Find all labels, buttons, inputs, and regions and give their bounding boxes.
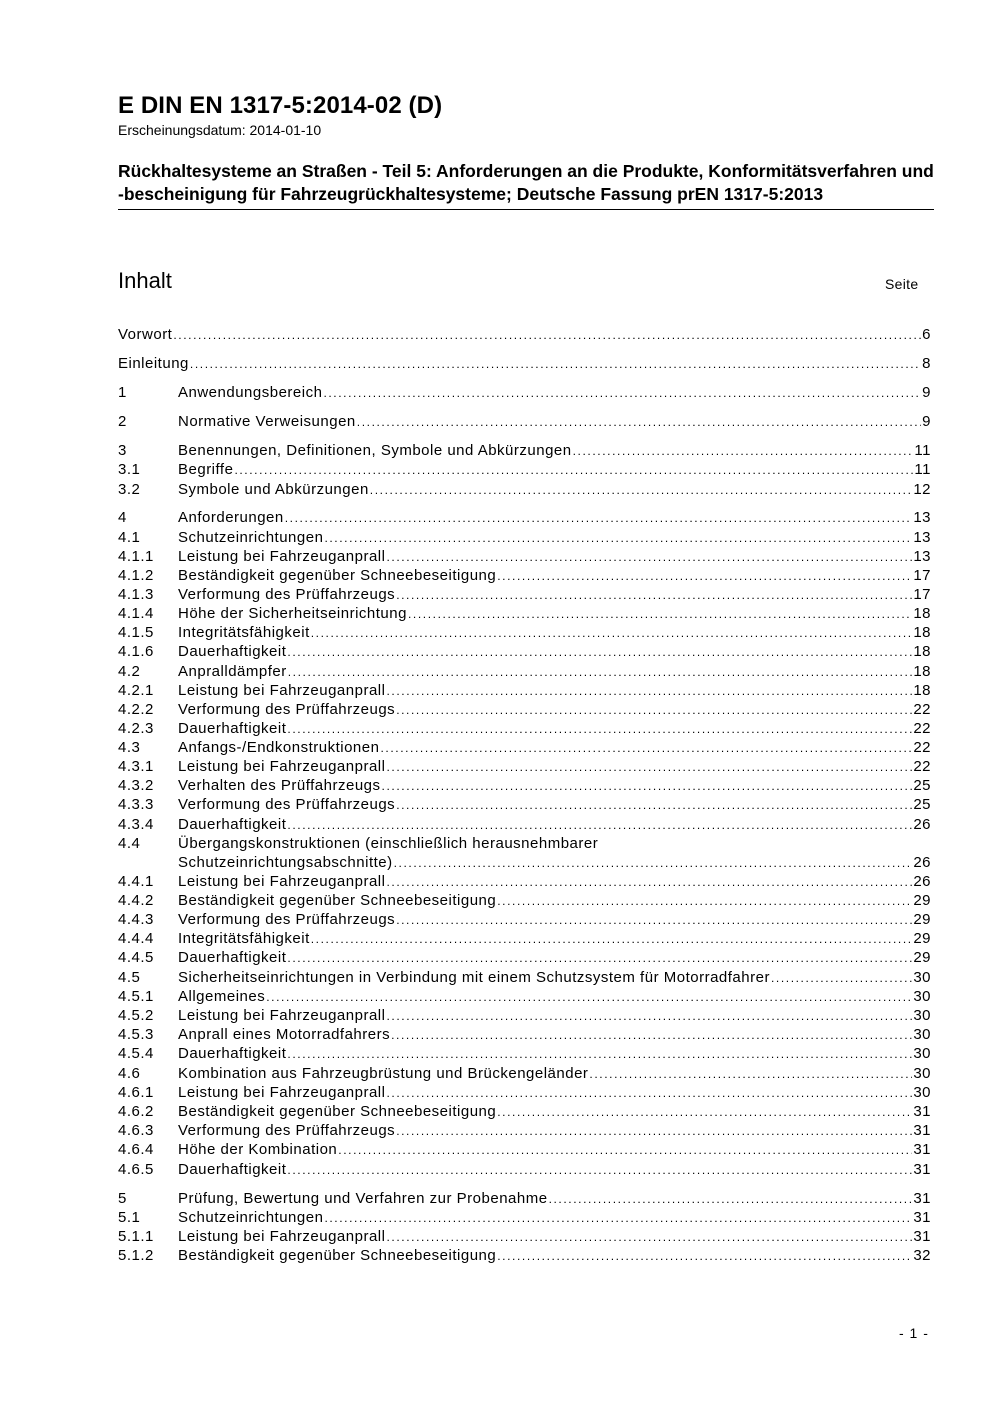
toc-entry[interactable] [118, 547, 931, 566]
toc-entry[interactable] [118, 1006, 931, 1025]
toc-entry[interactable] [118, 623, 931, 642]
toc-entry[interactable] [118, 776, 931, 795]
toc-entry-line [178, 948, 931, 968]
toc-entry[interactable] [118, 795, 931, 814]
toc-entry-line [178, 738, 931, 758]
toc-entry-page: 31 [913, 1190, 931, 1207]
toc-entry-title: Begriffe [178, 461, 234, 478]
toc-entry-title: Beständigkeit gegenüber Schneebeseitigung [178, 892, 497, 909]
toc-entry-number: 4.3 [118, 739, 141, 756]
toc-entry-line [118, 325, 931, 345]
page-number: - 1 - [899, 1325, 929, 1341]
toc-entry[interactable] [118, 480, 931, 499]
toc-entry-line [178, 1006, 931, 1026]
toc-entry-page: 22 [913, 758, 931, 775]
toc-entry-number: 3.1 [118, 461, 141, 478]
toc-dot-leader [382, 777, 913, 796]
toc-entry-title: Anforderungen [178, 509, 284, 526]
toc-entry-number: 3 [118, 442, 127, 459]
toc-heading: Inhalt [118, 268, 172, 293]
toc-entry-page: 30 [913, 1084, 931, 1101]
toc-entry-number: 1 [118, 384, 127, 401]
toc-entry-number: 5.1.1 [118, 1228, 154, 1245]
toc-entry-title: Beständigkeit gegenüber Schneebeseitigung [178, 1103, 497, 1120]
toc-entry-page: 11 [914, 461, 931, 478]
toc-dot-leader [234, 461, 913, 480]
toc-entry-line [178, 460, 931, 480]
toc-entry[interactable] [118, 1189, 931, 1208]
toc-entry-page: 31 [913, 1103, 931, 1120]
toc-entry-page: 13 [913, 548, 931, 565]
toc-entry-page: 6 [922, 326, 931, 343]
toc-entry-line [178, 1227, 931, 1247]
toc-entry-title: Verformung des Prüffahrzeugs [178, 911, 396, 928]
toc-entry[interactable] [118, 441, 931, 460]
toc-entry-number: 4.2.1 [118, 682, 154, 699]
toc-entry-line [178, 1208, 931, 1228]
toc-entry-number: 4.6.1 [118, 1084, 154, 1101]
toc-dot-leader [549, 1190, 913, 1209]
toc-entry-number: 4.6.2 [118, 1103, 154, 1120]
document-id: E DIN EN 1317-5:2014-02 (D) [118, 92, 443, 119]
toc-entry-number: 4.3.4 [118, 816, 154, 833]
toc-entry-number: 4.1.4 [118, 605, 154, 622]
toc-entry[interactable] [118, 1227, 931, 1246]
toc-dot-leader [386, 1228, 912, 1247]
toc-entry-number: 4.2.3 [118, 720, 154, 737]
toc-dot-leader [396, 586, 912, 605]
toc-entry-line [178, 604, 931, 624]
toc-entry-number: 4.4.5 [118, 949, 154, 966]
toc-entry-line [178, 700, 931, 720]
toc-entry[interactable] [118, 1025, 931, 1044]
toc-entry-page: 26 [913, 816, 931, 833]
toc-entry[interactable] [118, 834, 931, 872]
toc-dot-leader [408, 605, 912, 624]
toc-entry-line [178, 547, 931, 567]
toc-entry-number: 4.1.2 [118, 567, 154, 584]
toc-entry-line [178, 1246, 931, 1266]
toc-entry-title: Dauerhaftigkeit [178, 949, 287, 966]
toc-entry-number: 4.2.2 [118, 701, 154, 718]
toc-dot-leader [771, 969, 912, 988]
toc-entry-number: 5 [118, 1190, 127, 1207]
toc-entry[interactable] [118, 642, 931, 661]
toc-entry-line [178, 412, 931, 432]
toc-entry[interactable] [118, 1102, 931, 1121]
toc-entry-number: 4.1 [118, 529, 141, 546]
toc-entry-page: 26 [913, 854, 931, 871]
toc-entry-title: Schutzeinrichtungen [178, 529, 324, 546]
toc-entry[interactable] [118, 1160, 931, 1179]
toc-entry[interactable] [118, 566, 931, 585]
toc-entry-title: Schutzeinrichtungsabschnitte) [178, 854, 393, 871]
toc-entry-title: Leistung bei Fahrzeuganprall [178, 1228, 386, 1245]
toc-entry[interactable] [118, 412, 931, 431]
toc-entry[interactable] [118, 460, 931, 479]
toc-entry-line [178, 815, 931, 835]
toc-entry[interactable] [118, 604, 931, 623]
toc-entry[interactable] [118, 929, 931, 948]
toc-entry-number: 4 [118, 509, 127, 526]
toc-entry-title: Verformung des Prüffahrzeugs [178, 1122, 396, 1139]
toc-dot-leader [287, 816, 912, 835]
toc-entry-line [178, 929, 931, 949]
toc-dot-leader [311, 624, 913, 643]
toc-entry-line [178, 1160, 931, 1180]
toc-dot-leader [386, 682, 912, 701]
toc-entry-number: 4.1.3 [118, 586, 154, 603]
toc-entry-page: 18 [913, 624, 931, 641]
toc-entry-number: 2 [118, 413, 127, 430]
toc-entry-line [178, 585, 931, 605]
toc-entry-title: Höhe der Kombination [178, 1141, 338, 1158]
toc-entry-title: Sicherheitseinrichtungen in Verbindung mit einem Schutzsystem für Motorradfahrer [178, 969, 770, 986]
toc-entry-title: Leistung bei Fahrzeuganprall [178, 548, 386, 565]
toc-entry-page: 17 [913, 586, 931, 603]
toc-entry-line [178, 528, 931, 548]
toc-entry-line [178, 441, 931, 461]
toc-entry-page: 29 [913, 892, 931, 909]
toc-entry-title: Leistung bei Fahrzeuganprall [178, 758, 386, 775]
toc-entry-title: Anwendungsbereich [178, 384, 323, 401]
toc-dot-leader [173, 326, 921, 345]
toc-entry-title: Verformung des Prüffahrzeugs [178, 701, 396, 718]
toc-entry-page: 29 [913, 930, 931, 947]
toc-dot-leader [396, 1122, 912, 1141]
toc-entry-page: 30 [913, 1065, 931, 1082]
toc-entry-page: 18 [913, 643, 931, 660]
toc-entry-title: Dauerhaftigkeit [178, 1045, 287, 1062]
toc-entry[interactable] [118, 1044, 931, 1063]
toc-entry[interactable] [118, 1083, 931, 1102]
toc-entry-page: 11 [914, 442, 931, 459]
toc-dot-leader [324, 1209, 912, 1228]
toc-entry-page: 25 [913, 777, 931, 794]
toc-entry-title: Höhe der Sicherheitseinrichtung [178, 605, 407, 622]
toc-entry-title: Beständigkeit gegenüber Schneebeseitigung [178, 1247, 497, 1264]
toc-entry-title: Verhalten des Prüffahrzeugs [178, 777, 381, 794]
toc-entry-page: 31 [913, 1122, 931, 1139]
toc-entry-line [178, 383, 931, 403]
toc-entry-line [178, 1102, 931, 1122]
toc-entry-line [178, 910, 931, 930]
toc-entry-line [178, 480, 931, 500]
toc-entry[interactable] [118, 1246, 931, 1265]
toc-entry-page: 31 [913, 1228, 931, 1245]
toc-entry-line [178, 719, 931, 739]
toc-entry-page: 30 [913, 1007, 931, 1024]
toc-entry-title: Allgemeines [178, 988, 266, 1005]
toc-entry[interactable] [118, 872, 931, 891]
toc-entry-number: 4.5 [118, 969, 141, 986]
toc-entry[interactable] [118, 585, 931, 604]
toc-entry-title: Leistung bei Fahrzeuganprall [178, 682, 386, 699]
toc-entry-title: Schutzeinrichtungen [178, 1209, 324, 1226]
toc-entry[interactable] [118, 815, 931, 834]
toc-dot-leader [323, 384, 921, 403]
toc-entry[interactable] [118, 662, 931, 681]
toc-entry[interactable] [118, 948, 931, 967]
toc-entry[interactable] [118, 1121, 931, 1140]
toc-entry-page: 13 [913, 529, 931, 546]
toc-entry-title: Normative Verweisungen [178, 413, 356, 430]
toc-entry-title: Beständigkeit gegenüber Schneebeseitigung [178, 567, 497, 584]
toc-entry-number: 4.1.1 [118, 548, 154, 565]
toc-entry-page: 31 [913, 1141, 931, 1158]
toc-dot-leader [370, 481, 913, 500]
toc-entry-page: 22 [913, 739, 931, 756]
toc-entry-line [178, 1083, 931, 1103]
toc-entry-line [178, 1044, 931, 1064]
toc-entry-page: 9 [922, 413, 931, 430]
toc-dot-leader [190, 355, 921, 374]
toc-entry-page: 8 [922, 355, 931, 372]
toc-entry-title: Dauerhaftigkeit [178, 720, 287, 737]
toc-entry[interactable] [118, 700, 931, 719]
toc-entry-title: Verformung des Prüffahrzeugs [178, 586, 396, 603]
toc-entry-page: 31 [913, 1161, 931, 1178]
toc-entry-number: 4.1.5 [118, 624, 154, 641]
toc-entry-line [178, 968, 931, 988]
toc-entry-number: 4.5.4 [118, 1045, 154, 1062]
toc-entry[interactable] [118, 757, 931, 776]
toc-entry-line [178, 776, 931, 796]
toc-entry-number: 4.6.4 [118, 1141, 154, 1158]
toc-dot-leader [287, 949, 912, 968]
toc-entry-title: Integritätsfähigkeit [178, 930, 310, 947]
toc-dot-leader [573, 442, 914, 461]
toc-entry-title: Leistung bei Fahrzeuganprall [178, 873, 386, 890]
toc-entry-line [178, 623, 931, 643]
toc-entry[interactable] [118, 738, 931, 757]
toc-entry[interactable] [118, 354, 931, 373]
toc-entry[interactable] [118, 987, 931, 1006]
toc-entry-number: 3.2 [118, 481, 141, 498]
toc-entry-page: 30 [913, 1026, 931, 1043]
toc-entry-title: Dauerhaftigkeit [178, 816, 287, 833]
toc-entry-line [178, 1140, 931, 1160]
toc-entry-number: 4.3.3 [118, 796, 154, 813]
toc-entry-line [178, 987, 931, 1007]
toc-dot-leader [394, 854, 913, 873]
toc-entry-title: Einleitung [118, 355, 189, 372]
toc-entry-number: 4.4 [118, 835, 141, 852]
toc-entry[interactable] [118, 968, 931, 987]
toc-entry-number: 5.1 [118, 1209, 141, 1226]
toc-entry-number: 4.6 [118, 1065, 141, 1082]
toc-dot-leader [287, 720, 912, 739]
toc-entry-page: 9 [922, 384, 931, 401]
toc-entry[interactable] [118, 1140, 931, 1159]
toc-entry-title-line1: Übergangskonstruktionen (einschließlich herausnehmbarer [178, 835, 599, 852]
toc-entry-line [178, 1025, 931, 1045]
toc-entry-page: 12 [913, 481, 931, 498]
toc-entry-title: Leistung bei Fahrzeuganprall [178, 1084, 386, 1101]
toc-entry-title: Leistung bei Fahrzeuganprall [178, 1007, 386, 1024]
toc-dot-leader [357, 413, 921, 432]
document-title: Rückhaltesysteme an Straßen - Teil 5: Anforderungen an die Produkte, Konformitätsverfahren und -bescheinigung für Fahrzeugrückhaltesysteme; Deutsche Fassung prEN 1317-5:2013 [118, 160, 934, 210]
toc-entry-number: 4.6.3 [118, 1122, 154, 1139]
toc-dot-leader [287, 1045, 912, 1064]
toc-dot-leader [386, 758, 912, 777]
toc-dot-leader [497, 567, 912, 586]
toc-entry-number: 4.3.1 [118, 758, 154, 775]
toc-entry[interactable] [118, 681, 931, 700]
toc-entry-number: 4.4.3 [118, 911, 154, 928]
toc-entry-page: 22 [913, 701, 931, 718]
toc-entry-line [178, 872, 931, 892]
toc-entry-page: 13 [913, 509, 931, 526]
toc-entry-line [178, 891, 931, 911]
toc-entry-page: 18 [913, 605, 931, 622]
toc-entry-line [178, 662, 931, 682]
toc-entry-line [178, 681, 931, 701]
toc-entry[interactable] [118, 891, 931, 910]
toc-entry-number: 4.3.2 [118, 777, 154, 794]
toc-entry-page: 18 [913, 682, 931, 699]
toc-dot-leader [497, 892, 912, 911]
toc-entry-page: 17 [913, 567, 931, 584]
toc-entry-number: 4.1.6 [118, 643, 154, 660]
toc-dot-leader [391, 1026, 912, 1045]
toc-dot-leader [396, 911, 912, 930]
toc-entry-title: Dauerhaftigkeit [178, 1161, 287, 1178]
toc-entry-line [178, 566, 931, 586]
toc-entry-line [178, 757, 931, 777]
toc-entry[interactable] [118, 528, 931, 547]
toc-entry-number: 4.5.2 [118, 1007, 154, 1024]
toc-entry[interactable] [118, 383, 931, 402]
toc-entry-number: 4.4.1 [118, 873, 154, 890]
toc-entry-line [178, 1121, 931, 1141]
toc-entry-page: 32 [913, 1247, 931, 1264]
toc-dot-leader [287, 1161, 912, 1180]
toc-entry[interactable] [118, 910, 931, 929]
toc-dot-leader [497, 1247, 912, 1266]
toc-dot-leader [396, 701, 912, 720]
toc-entry-page: 31 [913, 1209, 931, 1226]
toc-entry-page: 30 [913, 988, 931, 1005]
toc-entry-page: 30 [913, 1045, 931, 1062]
toc-dot-leader [396, 796, 912, 815]
toc-entry-line [178, 1064, 931, 1084]
toc-entry-page: 18 [913, 663, 931, 680]
toc-entry-page: 25 [913, 796, 931, 813]
toc-entry[interactable] [118, 508, 931, 527]
toc-entry-title: Anfangs-/Endkonstruktionen [178, 739, 380, 756]
toc-entry-number: 4.2 [118, 663, 141, 680]
toc-dot-leader [497, 1103, 912, 1122]
toc-entry[interactable] [118, 325, 931, 344]
toc-entry-number: 4.4.4 [118, 930, 154, 947]
toc-dot-leader [338, 1141, 912, 1160]
toc-dot-leader [386, 1084, 912, 1103]
publication-date: Erscheinungsdatum: 2014-01-10 [118, 122, 322, 138]
toc-entry-page: 29 [913, 911, 931, 928]
toc-entry-number: 4.5.3 [118, 1026, 154, 1043]
toc-entry-number: 4.6.5 [118, 1161, 154, 1178]
toc-entry-title: Kombination aus Fahrzeugbrüstung und Brückengeländer [178, 1065, 589, 1082]
toc-dot-leader [589, 1065, 912, 1084]
toc-entry-title: Vorwort [118, 326, 173, 343]
toc-dot-leader [386, 1007, 912, 1026]
toc-dot-leader [380, 739, 912, 758]
toc-dot-leader [324, 529, 912, 548]
toc-entry-title: Anpralldämpfer [178, 663, 287, 680]
toc-entry-line [178, 508, 931, 528]
toc-entry-line [178, 642, 931, 662]
toc-page-column-label: Seite [885, 276, 919, 292]
toc-entry-line [178, 853, 931, 873]
toc-entry-title: Prüfung, Bewertung und Verfahren zur Probenahme [178, 1190, 548, 1207]
toc-dot-leader [287, 643, 912, 662]
toc-entry-line [118, 354, 931, 374]
toc-dot-leader [285, 509, 913, 528]
toc-entry-title: Symbole und Abkürzungen [178, 481, 369, 498]
toc-dot-leader [311, 930, 913, 949]
toc-entry-number: 5.1.2 [118, 1247, 154, 1264]
toc-entry-title: Integritätsfähigkeit [178, 624, 310, 641]
toc-entry-page: 29 [913, 949, 931, 966]
toc-entry-title: Dauerhaftigkeit [178, 643, 287, 660]
toc-entry[interactable] [118, 1208, 931, 1227]
toc-entry-number: 4.4.2 [118, 892, 154, 909]
toc-entry[interactable] [118, 1064, 931, 1083]
toc-entry-page: 22 [913, 720, 931, 737]
toc-dot-leader [288, 663, 913, 682]
toc-entry-number: 4.5.1 [118, 988, 154, 1005]
toc-entry-title: Anprall eines Motorradfahrers [178, 1026, 391, 1043]
toc-entry-line [178, 795, 931, 815]
toc-entry-title: Benennungen, Definitionen, Symbole und Abkürzungen [178, 442, 572, 459]
toc-entry[interactable] [118, 719, 931, 738]
toc-entry-line [178, 1189, 931, 1209]
toc-entry-page: 26 [913, 873, 931, 890]
toc-dot-leader [386, 873, 912, 892]
toc-dot-leader [386, 548, 912, 567]
toc-entry-title: Verformung des Prüffahrzeugs [178, 796, 396, 813]
toc-entry-page: 30 [913, 969, 931, 986]
toc-dot-leader [266, 988, 912, 1007]
